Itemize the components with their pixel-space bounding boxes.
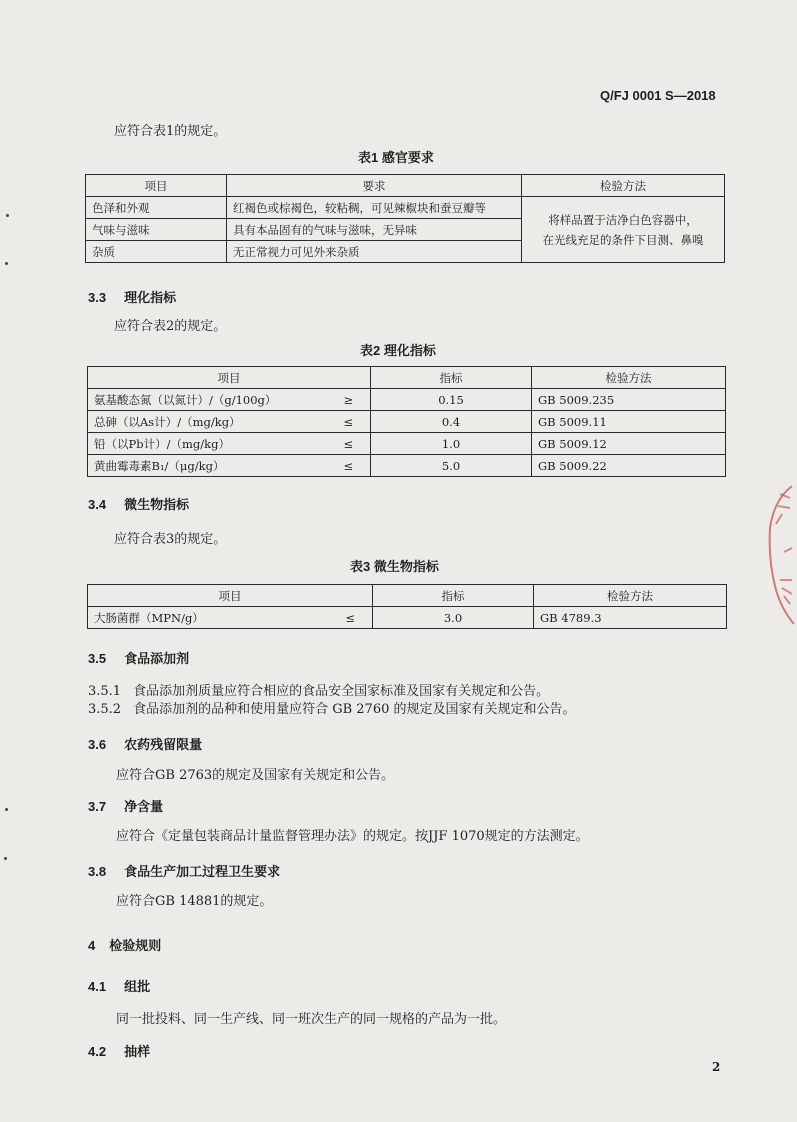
table-cell: GB 5009.12 [532, 433, 726, 455]
table-cell: 色泽和外观 [86, 197, 227, 219]
table-cell: 大肠菌群（MPN/g） [88, 607, 329, 629]
item-text: 食品添加剂质量应符合相应的食品安全国家标准及国家有关规定和公告。 [133, 684, 550, 699]
table1-header-method: 检验方法 [522, 175, 725, 197]
section-3-7-heading [88, 796, 163, 815]
table2-header-value: 指标 [371, 367, 532, 389]
section-3-5-heading [88, 648, 189, 667]
section-4-heading [88, 935, 161, 954]
table-row [88, 411, 726, 433]
table-cell: 铅（以Pb计）/（mg/kg） [88, 433, 327, 455]
table-cell: GB 5009.11 [532, 411, 726, 433]
scan-mark [4, 857, 7, 860]
table1-header-item: 项目 [86, 175, 227, 197]
section-title: 抽样 [124, 1044, 151, 1059]
table-cell: 总砷（以As计）/（mg/kg） [88, 411, 327, 433]
section-title: 食品添加剂 [124, 651, 190, 666]
item-3-5-1 [88, 680, 549, 699]
section-number: 4.2 [88, 1044, 107, 1059]
table-cell: 0.15 [371, 389, 532, 411]
section-number: 3.3 [88, 290, 107, 305]
table3-header-method: 检验方法 [534, 585, 727, 607]
table-row [88, 389, 726, 411]
red-seal-stamp-fragment [762, 480, 797, 630]
table-cell: ≤ [328, 607, 372, 629]
table2-title: 表2 理化指标 [360, 343, 436, 358]
table-cell: GB 5009.235 [532, 389, 726, 411]
table-cell: 1.0 [371, 433, 532, 455]
table-header-row [88, 585, 727, 607]
table-cell: 氨基酸态氮（以氮计）/（g/100g） [88, 389, 327, 411]
scan-mark [6, 214, 9, 217]
table-cell: 0.4 [371, 411, 532, 433]
table3-header-value: 指标 [373, 585, 534, 607]
section-3-8-heading [88, 861, 280, 880]
table2-header-item: 项目 [88, 367, 371, 389]
table-row [88, 433, 726, 455]
table-cell: ≥ [327, 389, 371, 411]
table-cell: 红褐色或棕褐色，较粘稠，可见辣椒块和蚕豆瓣等 [227, 197, 522, 219]
section-number: 3.7 [88, 799, 107, 814]
table1-method-cell [522, 197, 725, 263]
table3-header-item: 项目 [88, 585, 373, 607]
paragraph: 应符合表2的规定。 [114, 319, 227, 334]
table-cell: 黄曲霉毒素B₁/（μg/kg） [88, 455, 327, 477]
paragraph: 同一批投料、同一生产线、同一班次生产的同一规格的产品为一批。 [116, 1012, 507, 1027]
section-4-1-heading [88, 976, 150, 995]
table-cell: ≤ [327, 455, 371, 477]
section-number: 4 [88, 938, 96, 953]
method-line-2: 在光线充足的条件下目测、鼻嗅 [542, 232, 704, 247]
section-number: 4.1 [88, 979, 107, 994]
section-number: 3.8 [88, 864, 107, 879]
table-cell: 3.0 [373, 607, 534, 629]
scan-mark [5, 262, 8, 265]
section-3-3-heading [88, 287, 176, 306]
paragraph: 应符合表3的规定。 [114, 532, 227, 547]
section-title: 食品生产加工过程卫生要求 [124, 864, 281, 879]
table-cell: 杂质 [86, 241, 227, 263]
section-title: 农药残留限量 [124, 737, 203, 752]
table-cell: GB 4789.3 [534, 607, 727, 629]
table2 [87, 366, 726, 477]
section-4-2-heading [88, 1041, 150, 1060]
section-number: 3.5 [88, 651, 107, 666]
table-cell: ≤ [327, 411, 371, 433]
standard-number: Q/FJ 0001 S—2018 [600, 88, 716, 103]
table3 [87, 584, 727, 629]
item-number: 3.5.1 [88, 684, 122, 699]
paragraph: 应符合GB 2763的规定及国家有关规定和公告。 [116, 768, 395, 783]
table-cell: GB 5009.22 [532, 455, 726, 477]
section-3-6-heading [88, 734, 202, 753]
item-text: 食品添加剂的品种和使用量应符合 GB 2760 的规定及国家有关规定和公告。 [133, 702, 576, 717]
table-header-row [88, 367, 726, 389]
paragraph-intro: 应符合表1的规定。 [114, 124, 227, 139]
section-3-4-heading [88, 494, 189, 513]
table-row [88, 607, 727, 629]
section-title: 组批 [124, 979, 151, 994]
table-cell: ≤ [327, 433, 371, 455]
paragraph: 应符合《定量包装商品计量监督管理办法》的规定。按JJF 1070规定的方法测定。 [116, 829, 589, 844]
table3-title: 表3 微生物指标 [350, 559, 439, 574]
section-title: 净含量 [124, 799, 164, 814]
paragraph: 应符合GB 14881的规定。 [116, 894, 273, 909]
section-title: 理化指标 [124, 290, 177, 305]
table2-header-method: 检验方法 [532, 367, 726, 389]
scan-mark [5, 808, 8, 811]
table1-header-requirement: 要求 [227, 175, 522, 197]
method-line-1: 将样品置于洁净白色容器中， [548, 212, 698, 227]
table-row [86, 197, 725, 219]
page-number: 2 [712, 1060, 721, 1074]
item-3-5-2 [88, 698, 576, 717]
table1-title: 表1 感官要求 [358, 150, 434, 165]
table-row [88, 455, 726, 477]
section-title: 微生物指标 [124, 497, 190, 512]
item-number: 3.5.2 [88, 702, 122, 717]
table-cell: 无正常视力可见外来杂质 [227, 241, 522, 263]
section-number: 3.4 [88, 497, 107, 512]
table-cell: 气味与滋味 [86, 219, 227, 241]
section-number: 3.6 [88, 737, 107, 752]
table1 [85, 174, 725, 263]
table-header-row [86, 175, 725, 197]
table-cell: 5.0 [371, 455, 532, 477]
section-title: 检验规则 [109, 938, 162, 953]
table-cell: 具有本品固有的气味与滋味，无异味 [227, 219, 522, 241]
